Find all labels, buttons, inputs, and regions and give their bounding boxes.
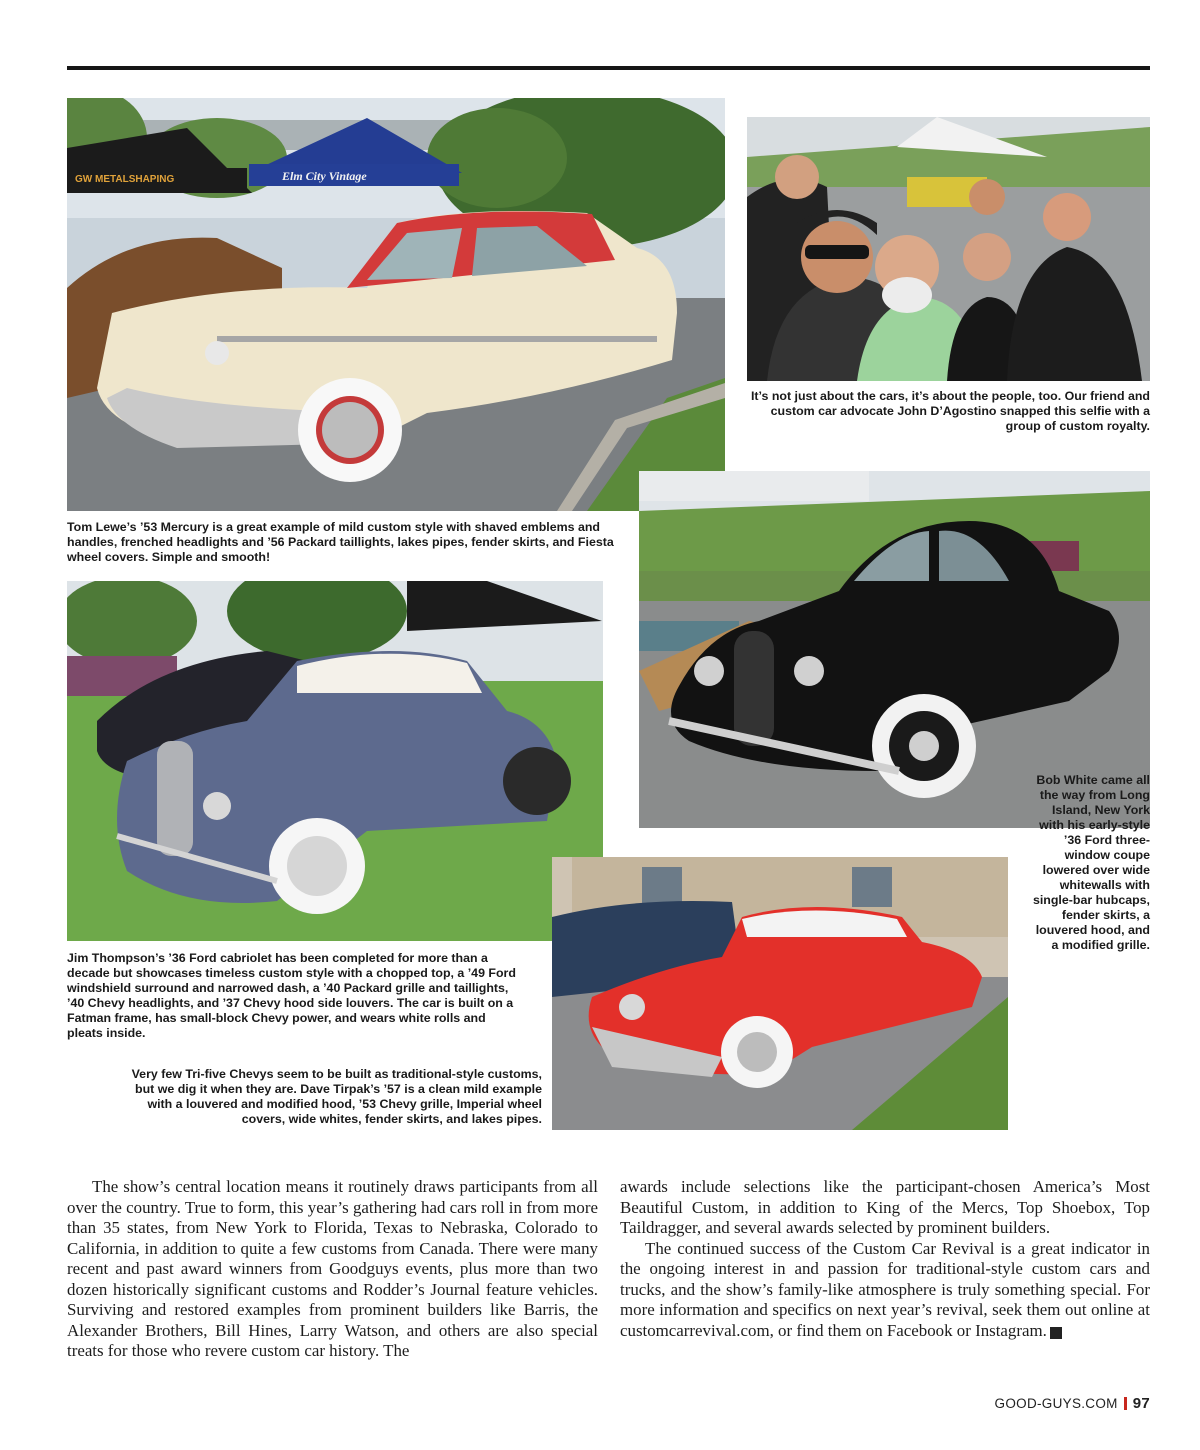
top-rule — [67, 66, 1150, 70]
closing-text: The continued success of the Custom Car Revival is a great indicator in the ongoing interest in and passion for traditional-style custom cars and trucks, and the show’s family-like atmosphere is truly something special. For more information and specifics on next year’s revival, seek them out online at customcarrevival.com, or find them on Facebook or Instagram. — [620, 1238, 1150, 1340]
article-paragraph-closing — [620, 1239, 1150, 1342]
goodguys-end-mark-icon: GG — [1050, 1327, 1062, 1339]
caption-chevy: Very few Tri-five Chevys seem to be built as traditional-style customs, but we dig it when they are. Dave Tirpak’s ’57 is a clean mild example with a louvered and modified hood, ’53 Chevy grille, Imperial wheel covers, wide whites, fender skirts, and lakes pipes. — [131, 1067, 542, 1126]
caption-ford-coupe: Bob White came all the way from Long Island, New York with his early-style ’36 Ford three-window coupe lowered over wide whitewalls with single-bar hubcaps, fender skirts, a louvered hood, and a modified grille. — [1032, 773, 1150, 952]
page-number: 97 — [1132, 1395, 1150, 1412]
page-folio — [995, 1395, 1150, 1412]
photo-ford-cabriolet — [67, 581, 603, 941]
article-paragraph: The show’s central location means it routinely draws participants from all over the country. True to form, this year’s gathering had cars roll in from more than 35 states, from New York to Florida, Texas to Nebraska, Colorado to California, in addition to quite a few customs from Canada. There were many recent and past award winners from Goodguys events, plus more than two dozen historically significant customs and Rodder’s Journal feature vehicles. Surviving and restored examples from prominent builders like Barris, the Alexander Brothers, Bill Hines, Larry Watson, and others are also special treats for those who revere custom car history. The — [67, 1177, 598, 1360]
photo-selfie — [747, 117, 1150, 381]
article-column-right — [620, 1177, 1150, 1341]
caption-mercury: Tom Lewe’s ’53 Mercury is a great example of mild custom style with shaved emblems and handles, frenched headlights and ’56 Packard taillights, lakes pipes, fender skirts, and Fiesta wheel covers. Simple and smooth! — [67, 520, 614, 564]
article-paragraph-continued: awards include selections like the participant-chosen America’s Most Beautiful Custom, in addition to King of the Mercs, Top Shoebox, Top Taildragger, and several awards selected by prominent builders. — [620, 1177, 1150, 1237]
caption-ford-cabriolet: Jim Thompson’s ’36 Ford cabriolet has been completed for more than a decade but showcases timeless custom style with a chopped top, a ’49 Ford windshield surround and narrowed dash, a ’40 Packard grille and taillights, ’40 Chevy headlights, and ’37 Chevy hood side louvers. The car is built on a Fatman frame, has small-block Chevy power, and wears white rolls and pleats inside. — [67, 951, 516, 1040]
photo-chevy — [552, 857, 1008, 1130]
caption-selfie: It’s not just about the cars, it’s about the people, too. Our friend and custom car advocate John D’Agostino snapped this selfie with a group of custom royalty. — [750, 389, 1150, 433]
tent-left-label: GW METALSHAPING — [75, 174, 175, 185]
article-column-left — [67, 1177, 598, 1362]
photo-mercury — [67, 98, 725, 511]
tent-right-label: Elm City Vintage — [282, 169, 367, 183]
folio-site: GOOD-GUYS.COM — [994, 1396, 1118, 1411]
folio-divider — [1124, 1397, 1127, 1410]
